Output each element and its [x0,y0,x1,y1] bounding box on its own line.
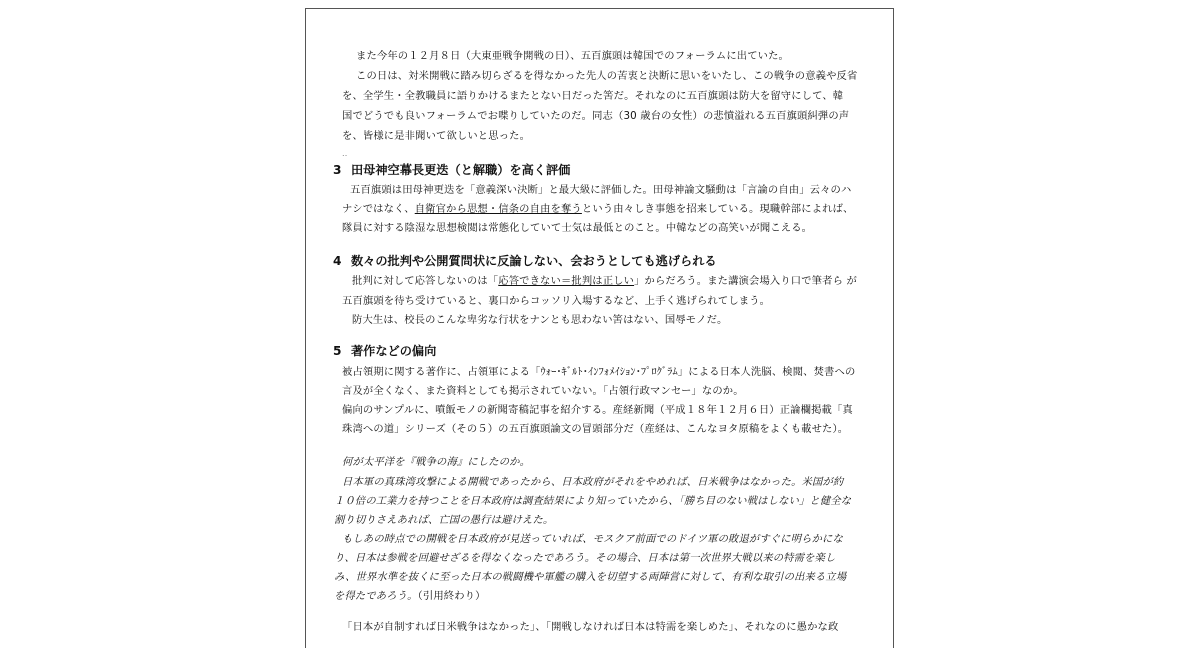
section-4-underlined-phrase: 応答できない＝批判は正しい [498,275,635,287]
quote-line-7: み、世界水準を抜くに至った日本の戦闘機や軍艦の購入を切望する両陣営に対して、有利な取引の出来る立場 [334,571,847,583]
intro-line-3: を、全学生・全教職員に語りかけるまたとない日だった筈だ。それなのに五百旗頭は防大を留守にして、韓 [342,90,844,102]
section-4-line-2: 五百旗頭を待ち受けていると、裏口からコッソリ入場するなど、上手く逃げられてしまう。 [342,295,771,307]
quote-line-6: り、日本は参戦を回避せざるを得なくなったであろう。その場合、日本は第一次世界大戦以来の特需を楽し [334,552,836,564]
quote-line-2: 日本軍の真珠湾攻撃による開戦であったから、日本政府がそれをやめれば、日米戦争はなかった。米国が約 [342,476,844,488]
intro-line-2: この日は、対米開戦に踏み切らざるを得なかった先人の苦衷と決断に思いをいたし、この戦争の意義や反省 [356,70,858,82]
section-3-underlined-phrase: 自衛官から思想・信条の自由を奪う [414,203,582,215]
section-4-heading [333,253,717,269]
section-5-line-4: 珠湾への道」シリーズ（その５）の五百旗頭論文の冒頭部分だ（産経は、こんなヨタ原稿をよくも載せた）。 [342,423,849,435]
intro-line-1: また今年の１２月８日（大東亜戦争開戦の日）、五百旗頭は韓国でのフォーラムに出ていた。 [356,50,789,62]
section-5-heading [333,343,436,359]
section-3-number: 3 [333,163,342,177]
quote-line-8 [334,589,486,603]
section-5-number: 5 [333,344,342,358]
section-4-line-1-end: 」からだろう。また講演会場入り口で筆者ら が [634,275,857,287]
quote-line-5: もしあの時点での開戦を日本政府が見送っていれば、モスクア前面でのドイツ軍の敗退がすぐに明らかにな [342,533,843,545]
section-3-line-2-start: ナシではなく、 [342,203,415,215]
section-3-heading [333,162,570,178]
section-3-line-1: 五百旗頭は田母神更迭を「意義深い決断」と最大級に評価した。田母神論文騒動は「言論の自由」云々のハ [350,184,852,196]
section-3-line-2-end: という由々しき事態を招来している。現職幹部によれば、 [581,203,854,215]
closing-line-1: 「日本が自制すれば日米戦争はなかった」、「開戦しなければ日本は特需を楽しめた」、それなのに愚かな政 [342,621,839,633]
section-5-line-3: 偏向のサンプルに、噴飯モノの新聞寄稿記事を紹介する。産経新聞（平成１８年１２月６日）正論欄掲載「真 [342,404,853,416]
section-4-line-3: 防大生は、校長のこんな卑劣な行状をナンとも思わない筈はない、国辱モノだ。 [352,314,728,326]
section-4-number: 4 [333,254,342,268]
paragraph-mark: .. [342,149,348,158]
quote-line-4: 割り切りさえあれば、亡国の愚行は避けえた。 [334,514,554,526]
section-5-line-1: 被占領期に関する著作に、占領軍による「ｳｫｰ･ｷﾞﾙﾄ･ｲﾝﾌｫﾒｲｼｮﾝ･ﾌﾟﾛｸﾞﾗﾑ」による日本人洗脳、検閲、焚書への [342,366,856,378]
quote-last-line: を得たであろう。 [334,590,418,602]
intro-line-5: を、皆様に是非聞いて欲しいと思った。 [342,130,531,142]
section-3-line-3: 隊員に対する陰湿な思想検閲は常態化していて士気は最低とのこと。中韓などの高笑いが聞こえる。 [342,222,813,234]
document-page [305,8,894,648]
section-3-title: 田母神空幕長更迭（と解職）を高く評価 [351,163,571,177]
section-3-line-2 [342,202,854,216]
section-5-line-2: 言及が全くなく、また資料としても掲示されていない。「占領行政マンセー」なのか。 [342,385,744,397]
quote-end-note: （引用終わり） [417,590,486,602]
quote-line-3: １０倍の工業力を持つことを日本政府は調査結果により知っていたから、「勝ち目のない戦はしない」と健全な [334,495,852,507]
intro-line-4: 国でどうでも良いフォーラムでお喋りしていたのだ。同志（30 歳台の女性）の悲憤溢れる五百旗頭糾弾の声 [342,110,850,122]
section-4-line-1 [352,274,857,288]
quote-line-1: 何が太平洋を『戦争の海』にしたのか。 [342,456,531,468]
section-4-title: 数々の批判や公開質問状に反論しない、会おうとしても逃げられる [351,254,717,268]
section-5-title: 著作などの偏向 [351,344,437,358]
section-4-line-1-start: 批判に対して応答しないのは「 [352,275,499,287]
